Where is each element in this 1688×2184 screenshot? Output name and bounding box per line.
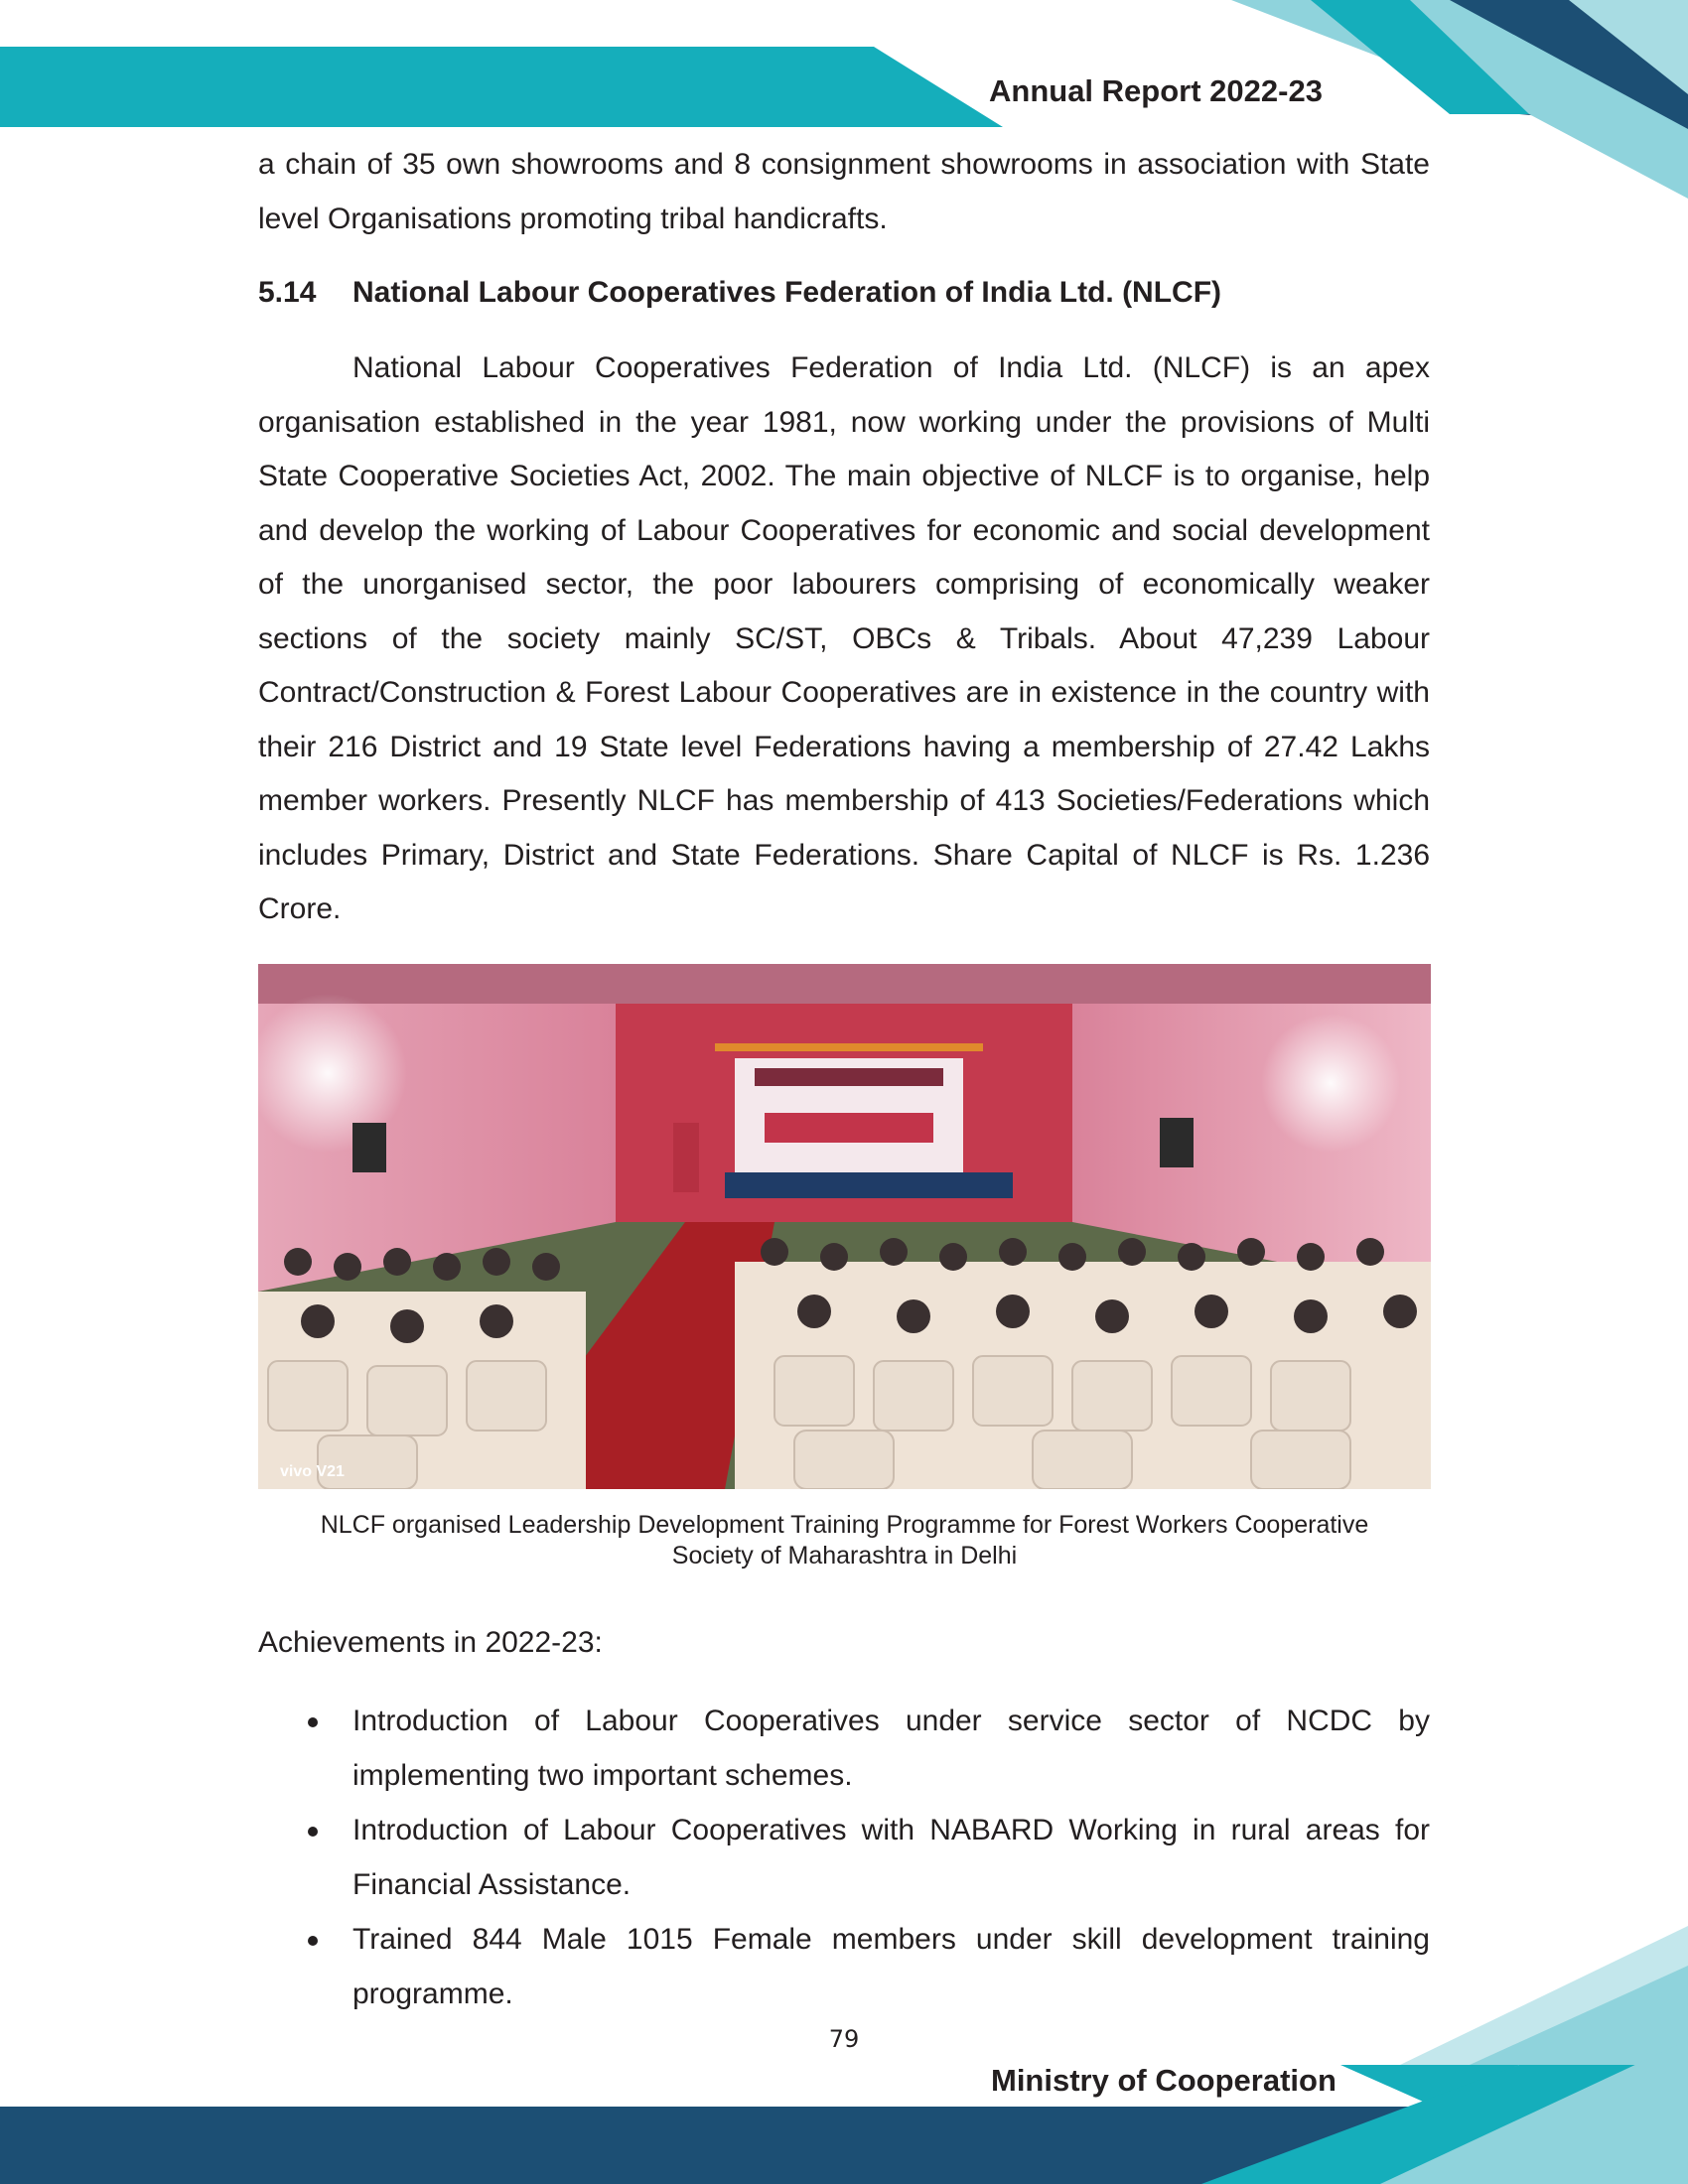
photo-caption-line-2: Society of Maharashtra in Delhi <box>671 1542 1018 1570</box>
list-item <box>258 1695 1430 1803</box>
section-title: National Labour Cooperatives Federation of India Ltd. (NLCF) <box>352 276 1222 309</box>
intro-continuation <box>258 138 1430 246</box>
report-title: Annual Report 2022-23 <box>989 73 1323 108</box>
achievement-text: Trained 844 Male 1015 Female members under skill development training programme. <box>352 1923 1430 2010</box>
bullet-icon <box>308 1717 318 1727</box>
section-heading <box>258 273 1430 313</box>
intro-paragraph: a chain of 35 own showrooms and 8 consignment showrooms in association with State level Organisations promoting tribal handicrafts. <box>258 148 1430 235</box>
event-photo-illustration <box>258 964 1431 1489</box>
photo-caption-line-1: NLCF organised Leadership Development Training Programme for Forest Workers Cooperative <box>320 1511 1369 1539</box>
bullet-icon <box>308 1827 318 1837</box>
photo-watermark: vivo V21 <box>280 1463 345 1480</box>
photo-caption <box>258 1510 1431 1571</box>
section-paragraph: National Labour Cooperatives Federation of India Ltd. (NLCF) is an apex organisation established in the year 1981, now working under the provisions of Multi State Cooperative Societies Act, 2002. The main objective of NLCF is to organise, help and develop the working of Labour Cooperatives for economic and social development of the unorganised sector, the poor labourers comprising of economically weaker sections of the society mainly SC/ST, OBCs & Tribals. About 47,239 Labour Contract/Construction & Forest Labour Cooperatives are in existence in the country with their 216 District and 19 State level Federations having a membership of 27.42 Lakhs member workers. Presently NLCF has membership of 413 Societies/Federations which includes Primary, District and State Federations. Share Capital of NLCF is Rs. 1.236 Crore. <box>258 351 1430 925</box>
achievement-text: Introduction of Labour Cooperatives under service sector of NCDC by implementing two important schemes. <box>352 1705 1430 1792</box>
achievements-heading: Achievements in 2022-23: <box>258 1626 603 1659</box>
section-body <box>258 341 1430 937</box>
list-item <box>258 1804 1430 1912</box>
footer-decoration <box>0 1926 1688 2184</box>
ministry-name: Ministry of Cooperation <box>991 2063 1336 2098</box>
section-number: 5.14 <box>258 276 317 309</box>
page-number: 79 <box>828 2025 860 2053</box>
event-photo <box>258 964 1431 1489</box>
achievement-text: Introduction of Labour Cooperatives with NABARD Working in rural areas for Financial Assistance. <box>352 1814 1430 1901</box>
